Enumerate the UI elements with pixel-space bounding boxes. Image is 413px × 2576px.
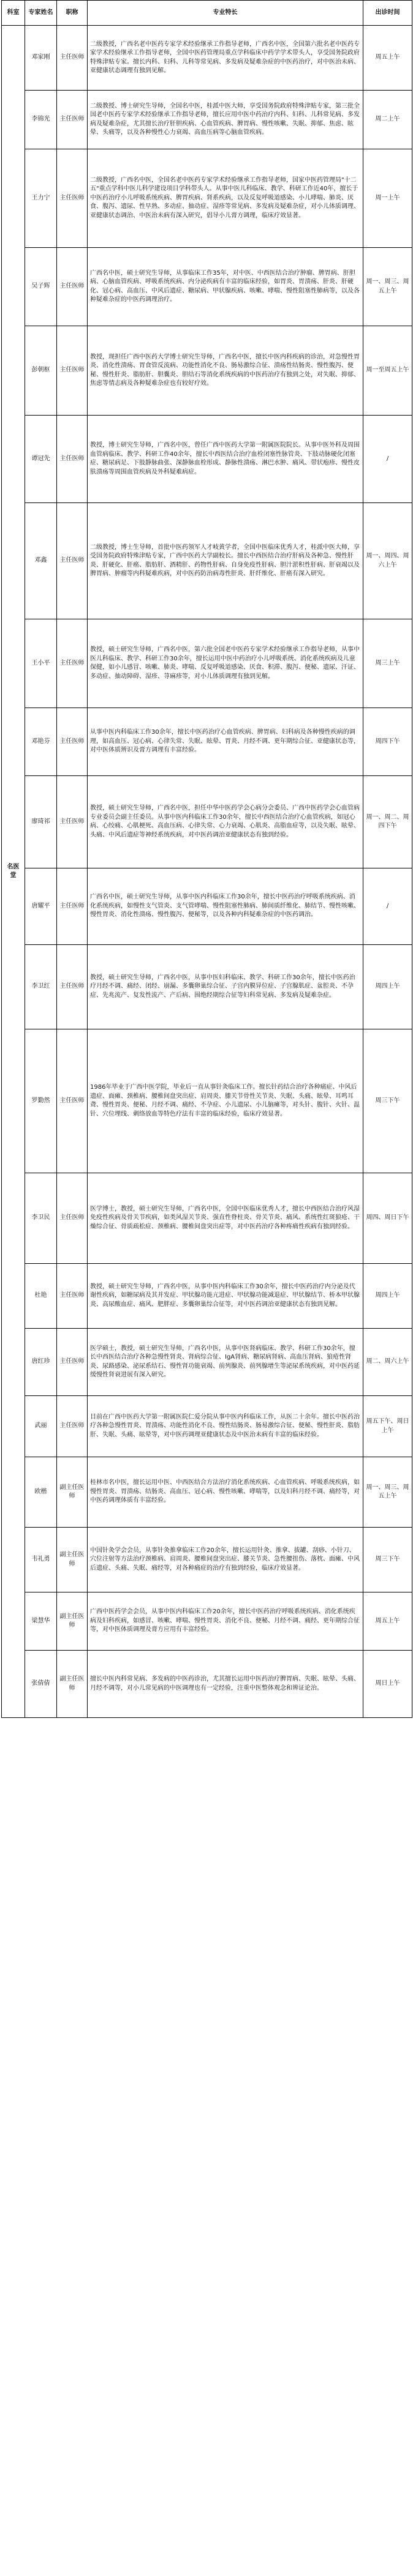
header-row (2, 1, 412, 26)
doctor-specialty: 二级教授、博士研究生导师，全国名中医，桂派中医大师，享受国务院政府特殊津贴专家，第三批全国老中医药专家学术经验继承工作指导老师，擅长应用中医中药治疗内科、妇科、儿科常见病、多发病及疑难杂症，尤其擅长治疗肝胆疾病、心血管疾病、脾胃病、慢性咳嗽、失眠、抑郁、焦虑、眩晕、头痛等，以及各种慢性心力衰竭、高血压病等心脑血管疾病。 (88, 91, 363, 149)
doctor-row (2, 1396, 412, 1457)
doctor-specialty: 教授，现担任广西中医药大学博士研究生导师，广西名中医，擅长中医内科疾病的诊治，对急慢性胃炎、消化性溃疡、胃食管反流病、功能性消化不良、肠易激综合征、溃疡性结肠炎、慢性腹泻、便秘、慢性肝炎、脂肪肝、胆囊炎、胆结石等消化系统疾病的中医药治疗有独到之处，对失眠、抑郁、焦虑等情志病及各种疑难杂症也有较好疗效。 (88, 326, 363, 416)
doctor-name: 李卫红 (25, 945, 57, 1029)
doctor-title: 主任医师 (57, 26, 88, 91)
doctor-title: 主任医师 (57, 149, 88, 248)
doctor-name: 欧楷 (25, 1457, 57, 1528)
doctor-row (2, 1029, 412, 1173)
doctor-title: 主任医师 (57, 248, 88, 326)
doctor-row (2, 248, 412, 326)
doctor-title: 主任医师 (57, 945, 88, 1029)
doctor-row (2, 1651, 412, 1718)
header-dept: 科室 (2, 1, 25, 26)
doctor-specialty: 中国针灸学会会员，从事针灸推拿临床工作20余年，擅长运用针灸、推拿、拔罐、刮痧、小针刀、穴位注射等方法治疗颈椎病、肩周炎、腰椎间盘突出症、膝关节炎、急性腰扭伤、落枕、面瘫、中风后遗症、头痛、失眠、痛经等，对各种痛症的治疗有独到经验，临床疗效显著。 (88, 1528, 363, 1592)
doctor-specialty: 桂林市名中医，擅长运用中医、中西医结合方法治疗消化系统疾病、心血管疾病、呼吸系统疾病，如慢性胃炎、胃溃疡、结肠炎、高血压、冠心病、慢性咳嗽、哮喘等，以及妇科月经不调、痛经等，对中医药调理体质有丰富经验。 (88, 1457, 363, 1528)
doctor-title: 主任医师 (57, 416, 88, 503)
doctor-name: 邓艳芬 (25, 708, 57, 776)
doctor-name: 韦礼勇 (25, 1528, 57, 1592)
doctor-specialty: 广西中医药学会会员，从事中医内科临床工作20余年，擅长中医药治疗呼吸系统疾病、消化系统疾病及妇科疾病，如感冒、咳嗽、哮喘、慢性胃炎、消化不良、便秘、月经不调、痛经、更年期综合征等，对中医体质调理及膏方应用有丰富经验。 (88, 1592, 363, 1651)
doctor-row (2, 149, 412, 248)
clinic-hours: 周二、周六上午 (363, 1329, 412, 1396)
clinic-hours: 周一、周二、周四下午 (363, 776, 412, 868)
clinic-hours: 周三下午 (363, 1029, 412, 1173)
doctor-row (2, 1592, 412, 1651)
doctor-name: 王小平 (25, 619, 57, 708)
doctor-specialty: 广西名中医，硕士研究生导师，从事临床工作35年，对中医、中西医结合治疗肿瘤、脾胃病、肝胆病、心脑血管疾病、呼吸系统疾病、内分泌疾病有丰富的临床经验，如胃炎、胃溃疡、肝炎、肝硬化、冠心病、高血压、中风后遗症、糖尿病、甲状腺疾病、咳嗽、哮喘、慢性阻塞性肺病等，以及各种疑难杂症的中医药调理治疗。 (88, 248, 363, 326)
doctor-row (2, 326, 412, 416)
doctor-specialty: 教授，博士研究生导师，广西名中医，曾任广西中医药大学第一附属医院院长。从事中医外科及周围血管病临床、教学、科研工作40余年，擅长中西医结合治疗血栓闭塞性脉管炎、下肢动脉硬化闭塞症、糖尿病足、下肢静脉曲张、深静脉血栓形成、静脉性溃疡、淋巴水肿、痛风、带状疱疹、慢性皮肤溃疡等周围血管疾病及外科疑难病症。 (88, 416, 363, 503)
doctor-specialty: 二级教授，博士生导师，首批中医药领军人才岐黄学者，全国中医临床优秀人才，桂派中医大师，享受国务院政府特殊津贴专家，广西中医药大学副校长。擅长中西医结合治疗肝病及各种急、慢性肝炎、肝硬化、肝癌、脂肪肝、酒精肝、药物性肝病、自身免疫性肝病、胆汁淤积性肝病、肝衰竭以及脾胃病、肿瘤等内科疑难疾病，对中医药防治病毒性肝炎、肝纤维化、肝癌有深入研究。 (88, 503, 363, 619)
doctor-name: 武丽 (25, 1396, 57, 1457)
doctor-title: 主任医师 (57, 326, 88, 416)
doctor-title: 主任医师 (57, 1396, 88, 1457)
clinic-hours: 周二上午 (363, 91, 412, 149)
doctor-row (2, 1173, 412, 1264)
header-title: 职称 (57, 1, 88, 26)
clinic-hours: 周三下午 (363, 1528, 412, 1592)
doctor-row (2, 1528, 412, 1592)
doctor-name: 彭朝枢 (25, 326, 57, 416)
roster-body (2, 26, 412, 1718)
doctor-specialty: 1986年毕业于广西中医学院，毕业后一直从事针灸临床工作。擅长针药结合治疗各种痛症、中风后遗症、面瘫、颈椎病、腰椎间盘突出症、肩周炎、膝关节骨性关节炎、失眠、头痛、眩晕、耳鸣耳聋、慢性胃炎、便秘、月经不调、痛经、不孕症、小儿遗尿、小儿脑瘫等，对头针、腹针、火针、温针、穴位埋线、刺络放血等特色疗法有丰富的临床经验，临床疗效显著。 (88, 1029, 363, 1173)
doctor-row (2, 868, 412, 945)
clinic-hours: 周五上午 (363, 1592, 412, 1651)
doctor-name: 谭冠先 (25, 416, 57, 503)
clinic-hours: / (363, 416, 412, 503)
doctor-title: 副主任医师 (57, 1651, 88, 1718)
doctor-row (2, 503, 412, 619)
doctor-name: 唐红珍 (25, 1329, 57, 1396)
clinic-hours: 周四、周日下午 (363, 1173, 412, 1264)
doctor-specialty: 教授，硕士研究生导师，广西名中医，从事中医内科临床工作30余年，擅长中医药治疗内分泌及代谢性疾病，如糖尿病及其并发症、甲状腺功能亢进症、甲状腺功能减退症、甲状腺结节、桥本甲状腺炎、高尿酸血症、痛风、肥胖症、多囊卵巢综合征等，对中医药调治亚健康状态有独到见解。 (88, 1264, 363, 1329)
doctor-specialty: 从事中医内科临床工作30余年，擅长中医药治疗心血管疾病、脾胃病、妇科病及各种慢性疾病的调理，如高血压、冠心病、心律失常、失眠、眩晕、胃炎、月经不调、更年期综合征、亚健康状态等，对中医体质辨识及膏方调理有丰富经验。 (88, 708, 363, 776)
doctor-name: 邓鑫 (25, 503, 57, 619)
header-hours: 出诊时间 (363, 1, 412, 26)
doctor-title: 主任医师 (57, 503, 88, 619)
doctor-title: 主任医师 (57, 1329, 88, 1396)
department-cell: 名医堂 (2, 26, 25, 1718)
doctor-title: 主任医师 (57, 1029, 88, 1173)
clinic-hours: 周日上午 (363, 1651, 412, 1718)
doctor-name: 张倩倩 (25, 1651, 57, 1718)
doctor-name: 王力宁 (25, 149, 57, 248)
doctor-specialty: 擅长中医内科常见病、多发病的中医药诊治，尤其擅长运用中医药治疗脾胃病、失眠、眩晕、头痛、月经不调等，对小儿常见病的中医调理也有一定经验，注重中医整体观念和辨证论治。 (88, 1651, 363, 1718)
doctor-name: 梁慧华 (25, 1592, 57, 1651)
doctor-name: 邓家刚 (25, 26, 57, 91)
doctor-name: 杜艳 (25, 1264, 57, 1329)
doctor-row (2, 1329, 412, 1396)
clinic-hours: 周一至周五上午 (363, 326, 412, 416)
doctor-specialty: 二级教授，广西名老中医药专家学术经验继承工作指导老师，广西名中医，全国第六批名老中医药专家学术经验继承工作指导老师，全国中医药管理局重点学科临床中药学学术带头人，享受国务院政府特殊津贴专家。擅长内科、妇科、儿科等常见病、多发病及疑难杂症的中医药治疗，对中医治未病、亚健康状态调理有独到见解。 (88, 26, 363, 91)
doctor-title: 主任医师 (57, 868, 88, 945)
doctor-specialty: 教授，硕士研究生导师，广西名中医，担任中华中医药学会心病分会委员、广西中医药学会心血管病专业委员会副主任委员。从事中医内科临床工作30余年，擅长中西医结合治疗心血管疾病，如冠心病、心绞痛、心肌梗死、高血压病、心律失常、心力衰竭、心肌炎、高脂血症等，以及失眠、眩晕、头痛、中风后遗症等神经系统疾病，对中医药调治亚健康状态有独到经验。 (88, 776, 363, 868)
expert-roster-sheet (1, 0, 412, 1718)
doctor-specialty: 广西名中医，硕士研究生导师，从事中医内科临床工作30余年，擅长中医药治疗呼吸系统疾病、消化系统疾病，如慢性支气管炎、支气管哮喘、慢性阻塞性肺病、肺间质纤维化、肺结节、慢性咳嗽、慢性胃炎、消化性溃疡、慢性腹泻、便秘等，以及各种内科疑难杂症的中医药调治。 (88, 868, 363, 945)
doctor-specialty: 医学硕士，教授，硕士研究生导师，广西名中医，从事中医肾病临床、教学、科研工作30余年，擅长中西医结合治疗各种急慢性肾炎、肾病综合征、IgA肾病、糖尿病肾病、高血压肾病、狼疮性肾炎、尿路感染、泌尿系结石、慢性肾功能衰竭、前列腺炎、前列腺增生等泌尿系统疾病，对中医药延缓慢性肾衰进展有深入研究。 (88, 1329, 363, 1396)
doctor-title: 副主任医师 (57, 1592, 88, 1651)
doctor-row (2, 1457, 412, 1528)
expert-roster-table (1, 0, 412, 1718)
doctor-title: 主任医师 (57, 1173, 88, 1264)
doctor-title: 主任医师 (57, 1264, 88, 1329)
doctor-row (2, 945, 412, 1029)
doctor-specialty: 二级教授，广西名中医，全国名老中医药专家学术经验继承工作指导老师，国家中医药管理局"十二五"重点学科中医儿科学建设项目学科带头人。从事中医儿科临床、教学、科研工作近40年，擅长于中医药治疗小儿呼吸系统疾病、脾胃疾病、肾系疾病，以及反复呼吸道感染、小儿哮喘、肺炎、厌食、腹泻、遗尿、性早熟、多动症、抽动症、湿疹等常见病、多发病及疑难杂症，对小儿体质调理、亚健康状态调治、中医治未病有深入研究，倡导小儿膏方调理，临床疗效显著。 (88, 149, 363, 248)
clinic-hours: 周五下午、周日上午 (363, 1396, 412, 1457)
header-specialty: 专业特长 (88, 1, 363, 26)
doctor-row (2, 1264, 412, 1329)
doctor-row (2, 26, 412, 91)
clinic-hours: 周一、周四、周六上午 (363, 503, 412, 619)
doctor-row (2, 776, 412, 868)
clinic-hours: 周四下午 (363, 708, 412, 776)
clinic-hours: 周五上午 (363, 26, 412, 91)
doctor-name: 吴子辉 (25, 248, 57, 326)
doctor-name: 唐耀平 (25, 868, 57, 945)
clinic-hours: 周三上午 (363, 619, 412, 708)
doctor-specialty: 教授，硕士研究生导师，广西名中医，第六批全国老中医药专家学术经验继承工作指导老师，从事中医儿科临床、教学、科研工作30余年，擅长运用中医中药治疗小儿呼吸系统、消化系统疾病及儿童保健，如小儿感冒、咳嗽、肺炎、哮喘、反复呼吸道感染、厌食、积滞、腹泻、便秘、遗尿、汗证、多动症、抽动障碍、湿疹、荨麻疹等，对小儿体质调理有独到见解。 (88, 619, 363, 708)
doctor-row (2, 708, 412, 776)
clinic-hours: 周一上午 (363, 149, 412, 248)
doctor-title: 主任医师 (57, 619, 88, 708)
doctor-specialty: 医学博士，教授，硕士研究生导师，广西名中医，全国中医临床优秀人才，擅长中西医结合治疗风湿免疫性疾病及骨关节疾病，如类风湿关节炎、强直性脊柱炎、骨关节炎、痛风、系统性红斑狼疮、干燥综合征、骨质疏松症、颈椎病、腰椎间盘突出症等，对中医药治疗各种疼痛性疾病有独到经验。 (88, 1173, 363, 1264)
doctor-name: 李卫民 (25, 1173, 57, 1264)
doctor-row (2, 91, 412, 149)
clinic-hours: 周一、周三、周五上午 (363, 248, 412, 326)
doctor-row (2, 619, 412, 708)
doctor-name: 罗勤然 (25, 1029, 57, 1173)
doctor-specialty: 教授，硕士研究生导师，广西名中医，从事中医妇科临床、教学、科研工作30余年，擅长中医药治疗月经不调、痛经、闭经、崩漏、多囊卵巢综合征、子宫内膜异位症、子宫腺肌症、盆腔炎、不孕症、先兆流产、复发性流产、产后病、围绝经期综合征等妇科常见病、多发病及疑难杂症。 (88, 945, 363, 1029)
header-name: 专家姓名 (25, 1, 57, 26)
clinic-hours: 周一、周三、周五上午 (363, 1457, 412, 1528)
doctor-name: 廖琦祁 (25, 776, 57, 868)
doctor-row (2, 416, 412, 503)
doctor-title: 主任医师 (57, 708, 88, 776)
doctor-name: 李锦光 (25, 91, 57, 149)
doctor-title: 主任医师 (57, 776, 88, 868)
doctor-title: 副主任医师 (57, 1528, 88, 1592)
doctor-title: 主任医师 (57, 91, 88, 149)
clinic-hours: 周四上午 (363, 945, 412, 1029)
doctor-title: 副主任医师 (57, 1457, 88, 1528)
doctor-specialty: 目前在广西中医药大学第一附属医院仁爱分院从事中医内科临床工作，从医二十余年。擅长中医药治疗各种急慢性胃炎、胃溃疡、功能性消化不良、慢性结肠炎、肠易激综合征、便秘、慢性肝炎、脂肪肝、失眠、头痛、眩晕等，对中医药调理亚健康状态及中医治未病有丰富的临床经验。 (88, 1396, 363, 1457)
clinic-hours: 周四上午 (363, 1264, 412, 1329)
clinic-hours: / (363, 868, 412, 945)
